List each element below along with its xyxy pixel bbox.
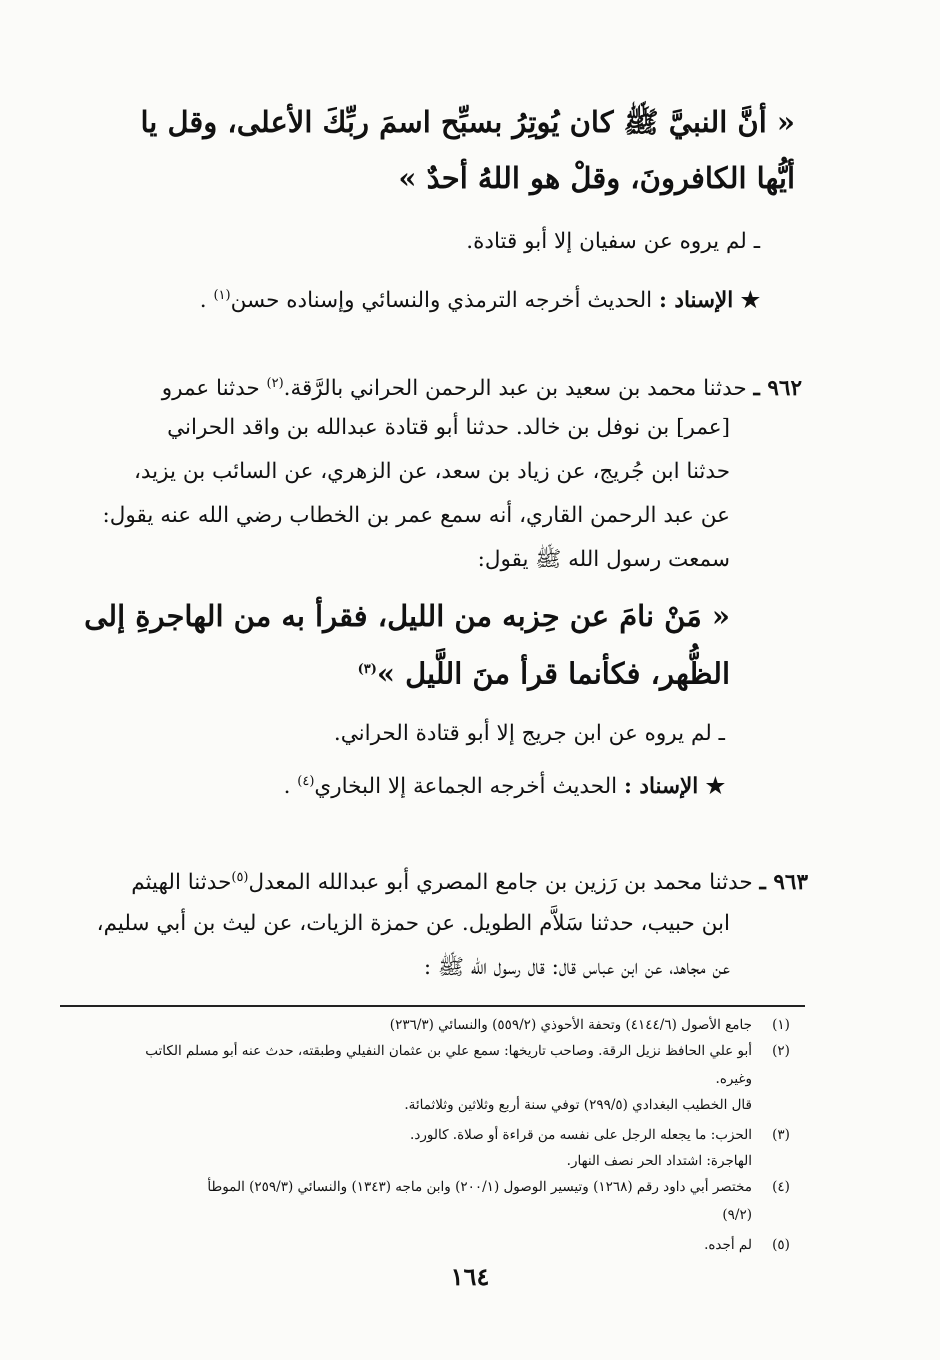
hadith-text: الظُّهر، فكأنما قرأ منَ اللَّيل »	[376, 656, 730, 691]
isnad-line	[284, 766, 725, 803]
hadith-text-line: « أنَّ النبيَّ ﷺ كان يُوتِرُ بسبِّح اسمَ ربِّكَ الأعلى، وقل يا	[140, 105, 795, 139]
footnote-line: مختصر أبي داود رقم (١٢٦٨) وتيسير الوصول (٢٠٠/١) وابن ماجه (١٣٤٣) والنسائي (٢٥٩/٣) الموطأ	[207, 1179, 752, 1195]
footnote-line: (٩/٢)	[722, 1207, 752, 1223]
chain-text: حدثنا عمرو	[161, 376, 267, 402]
narration-line: حدثنا ابن جُريج، عن زياد بن سعد، عن الزهري، عن السائب بن يزيد،	[133, 459, 730, 484]
narration-line: [عمر] بن نوفل بن خالد. حدثنا أبو قتادة عبدالله بن واقد الحراني	[167, 415, 730, 440]
narration-line	[162, 368, 802, 405]
footnote-line: جامع الأصول (٤١٤٤/٦) وتحفة الأحوذي (٥٥٩/٢) والنسائي (٢٣٦/٣)	[389, 1017, 752, 1033]
footnote-number: (٢)	[772, 1043, 790, 1059]
narration-note: ـ لم يروه عن ابن جريج إلا أبو قتادة الحراني.	[333, 721, 725, 746]
footnote-line: الهاجرة: اشتداد الحر نصف النهار.	[566, 1153, 752, 1169]
isnad-end: .	[283, 774, 298, 800]
hadith-number: ٩٦٣ ـ	[759, 870, 808, 896]
hadith-text-line: أيُّها الكافرونَ، وقلْ هو اللهُ أحدٌ »	[398, 161, 795, 195]
hadith-number: ٩٦٢ ـ	[753, 376, 802, 402]
footnote-number: (٣)	[772, 1127, 790, 1143]
isnad-line	[200, 280, 760, 317]
footnote-number: (٥)	[772, 1237, 790, 1253]
footnote-separator	[60, 1005, 805, 1007]
footnote-ref: (٤)	[297, 774, 315, 789]
footnote-ref: (١)	[213, 288, 231, 303]
footnote-ref: (٣)	[357, 662, 377, 677]
chain-text: حدثنا محمد بن سعيد بن عبد الرحمن الحراني بالرَّقة.	[283, 376, 747, 402]
footnote-ref: (٢)	[266, 376, 284, 391]
narration-line: سمعت رسول الله ﷺ يقول:	[477, 547, 730, 572]
chain-text: حدثنا محمد بن رَزين بن جامع المصري أبو عبدالله المعدل	[248, 870, 753, 896]
footnote-number: (٤)	[772, 1179, 790, 1195]
footnote-line: الحزب: ما يجعله الرجل على نفسه من قراءة أو صلاة. كالورد.	[410, 1127, 752, 1143]
isnad-end: .	[199, 288, 214, 314]
footnote-line: وغيره.	[715, 1071, 752, 1087]
chain-text: حدثنا الهيثم	[131, 870, 232, 896]
footnote-line: قال الخطيب البغدادي (٢٩٩/٥) توفي سنة أربع وثلاثين وثلاثمائة.	[404, 1097, 752, 1113]
hadith-text-line: « مَنْ نامَ عن حِزبه من الليل، فقرأ به من الهاجرةِ إلى	[84, 599, 730, 633]
page-number: ١٦٤	[450, 1262, 490, 1291]
footnote-line: لم أجده.	[704, 1237, 752, 1253]
narration-line	[131, 862, 808, 899]
narration-line: ابن حبيب، حدثنا سَلاَّم الطويل. عن حمزة الزيات، عن ليث بن أبي سليم،	[96, 911, 730, 936]
isnad-text: الحديث أخرجه الترمذي والنسائي وإسناده حسن	[230, 288, 659, 314]
footnote-line: أبو علي الحافظ نزيل الرقة. وصاحب تاريخها: سمع علي بن عثمان النفيلي وطبقته، حدث عنه أبو مسلم الكاتب	[145, 1043, 752, 1059]
footnote-ref: (٥)	[231, 870, 249, 885]
narration-line: عن مجاهد، عن ابن عباس قال: قال رسول الله ﷺ :	[423, 955, 730, 980]
hadith-text-line	[358, 650, 730, 694]
narration-note: ـ لم يروه عن سفيان إلا أبو قتادة.	[466, 229, 760, 254]
isnad-label: ★ الإسناد :	[658, 288, 760, 314]
footnote-number: (١)	[772, 1017, 790, 1033]
isnad-label: ★ الإسناد :	[623, 774, 725, 800]
isnad-text: الحديث أخرجه الجماعة إلا البخاري	[314, 774, 624, 800]
narration-line: عن عبد الرحمن القاري، أنه سمع عمر بن الخطاب رضي الله عنه يقول:	[102, 503, 730, 528]
